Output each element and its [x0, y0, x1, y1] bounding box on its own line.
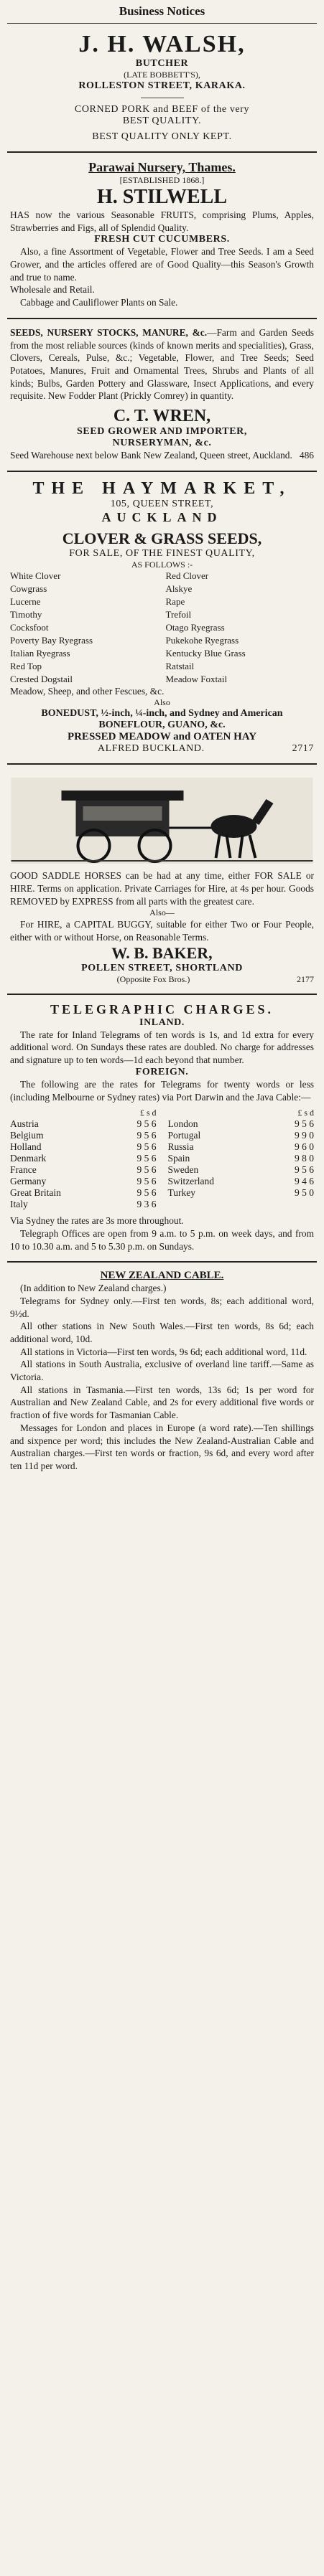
haymarket-headline: CLOVER & GRASS SEEDS, [62, 529, 262, 547]
rate-value: 9 6 0 [295, 1141, 314, 1153]
nz-cable-p2: Telegrams for Sydney only.—First ten words, 8s; each additional word, 9½d. [10, 1295, 314, 1319]
nz-cable-title: NEW ZEALAND CABLE. [100, 1270, 224, 1282]
rate-row [10, 1118, 157, 1130]
parawai-cucumbers: FRESH CUT CUCUMBERS. [94, 234, 230, 245]
seed-item: Rape [165, 595, 185, 607]
wagon-illustration-icon [10, 778, 314, 864]
haymarket-follows: AS FOLLOWS :- [131, 559, 193, 570]
rates-right-column [168, 1118, 315, 1210]
section-header: Business Notices [7, 3, 317, 24]
baker-opposite: (Opposite Fox Bros.) [116, 973, 190, 984]
rate-country: Belgium [10, 1130, 44, 1141]
rate-country: Austria [10, 1118, 39, 1130]
rate-country: Spain [167, 1153, 190, 1164]
baker-number: 2177 [297, 973, 314, 984]
rates-left-column [10, 1118, 157, 1210]
rate-row [168, 1187, 315, 1199]
seed-item: Cowgrass [10, 582, 47, 594]
rate-value: 9 5 6 [295, 1164, 314, 1176]
newspaper-page [7, 0, 317, 1481]
seed-item: Timothy [10, 608, 42, 620]
nz-cable-p4: All stations in Victoria—First ten words, 9s 6d; each additional word, 11d. [20, 1346, 307, 1357]
rate-country: Great Britain [10, 1187, 61, 1199]
parawai-plants: Cabbage and Cauliflower Plants on Sale. [20, 297, 178, 308]
parawai-name: H. STILWELL [96, 186, 228, 208]
walsh-trade: BUTCHER [135, 58, 189, 69]
seed-item: Ratstail [165, 660, 195, 671]
haymarket-advert [7, 472, 317, 765]
rate-country: Sweden [167, 1164, 199, 1176]
seed-item: Lucerne [10, 595, 41, 607]
rate-value: 9 5 6 [136, 1141, 157, 1153]
baker-also: Also— [149, 907, 175, 918]
nz-cable-p6: All stations in Tasmania.—First ten words, 13s 6d; 1s per word for Australian and New Zealand Cable, and 2s for every additional five words or fraction of five words for Tasmanian Cable. [10, 1384, 314, 1421]
rate-country: Denmark [10, 1153, 47, 1164]
parawai-body: HAS now the various Seasonable FRUITS, comprising Plums, Apples, Strawberries and Figs, all of Splendid Quality. [10, 209, 314, 233]
rate-row [10, 1130, 157, 1141]
rate-value: 9 5 6 [295, 1118, 314, 1130]
walsh-line1: CORNED PORK and BEEF of the very [74, 104, 250, 115]
seed-item: Pukekohe Ryegrass [165, 634, 239, 646]
haymarket-city: AUCKLAND [101, 509, 223, 524]
rate-value: 9 5 6 [136, 1187, 157, 1199]
rate-row [10, 1187, 157, 1199]
rate-country: Russia [167, 1141, 194, 1153]
seed-item: Kentucky Blue Grass [165, 647, 246, 659]
baker-name: W. B. BAKER, [111, 943, 213, 962]
nz-cable-p5: All stations in South Australia, exclusive of overland line tariff.—Same as Victoria. [10, 1359, 314, 1383]
rate-value: 9 9 0 [295, 1130, 314, 1141]
baker-address: POLLEN STREET, SHORTLAND [81, 962, 243, 973]
rate-country: London [167, 1118, 198, 1130]
wren-headline: SEEDS, NURSERY STOCKS, MANURE, &c. [10, 326, 208, 338]
haymarket-title: THE HAYMARKET, [32, 478, 292, 498]
telegraph-inland-body: The rate for Inland Telegrams of ten words is 1s, and 1d extra for every additional word. On Sundays these rates are doubled. No charge for addresses and signature up to ten words—1d each beyond that number. [10, 1029, 314, 1066]
wren-title2: NURSERYMAN, &c. [112, 437, 212, 448]
seed-item: White Clover [10, 570, 61, 581]
rate-table [10, 1108, 314, 1210]
nz-cable-section [7, 1263, 317, 1481]
rate-country: Germany [10, 1176, 47, 1187]
telegraph-offices: Telegraph Offices are open from 9 a.m. to 5 p.m. on week days, and from 10 to 10.30 a.m. and 5 to 5.30 p.m. on Sundays. [10, 1227, 314, 1252]
rate-value: 9 5 6 [136, 1153, 157, 1164]
walsh-name: J. H. WALSH, [78, 31, 246, 57]
rate-row [168, 1130, 315, 1141]
rate-row [168, 1118, 315, 1130]
walsh-line3: BEST QUALITY ONLY KEPT. [92, 131, 232, 142]
rate-value: 9 5 6 [136, 1164, 157, 1176]
rate-country: Turkey [167, 1187, 196, 1199]
wren-address: Seed Warehouse next below Bank New Zealand, Queen street, Auckland. [10, 449, 292, 461]
rate-value: 9 3 6 [136, 1199, 157, 1210]
seed-item: Crested Dogstail [10, 673, 73, 684]
wren-number: 486 [299, 449, 314, 461]
rate-row [10, 1164, 157, 1176]
parawai-title: Parawai Nursery, Thames. [88, 160, 236, 174]
seed-item: Red Clover [165, 570, 209, 581]
telegraph-inland-heading: INLAND. [139, 1016, 185, 1028]
telegraph-title: TELEGRAPHIC CHARGES. [50, 1001, 274, 1016]
telegraph-sydney-note: Via Sydney the rates are 3s more throughout. [10, 1215, 184, 1227]
haymarket-sub: FOR SALE, OF THE FINEST QUALITY, [69, 547, 255, 559]
rate-value: 9 4 6 [295, 1176, 314, 1187]
wren-body: —Farm and Garden Seeds from the most reliable sources (kinds of known merits and specialities), Grass, Clovers, Cereals, Pulse, &c.; Vegetable, Flower, and Tree Seeds; Seed Potatoes, Manures, Fruit and Ornamental Trees, Shrubs and Plants of all kinds; Bulbs, Garden Pottery and Glassware, Insect Applications, and every requisite. New Fodder Plant (Prickly Comrey) in quantity. [10, 326, 315, 402]
baker-advert [7, 765, 317, 994]
rate-country: Portugal [167, 1130, 201, 1141]
rate-row [168, 1153, 315, 1164]
rate-country: Holland [10, 1141, 42, 1153]
wren-title1: SEED GROWER AND IMPORTER, [77, 425, 247, 437]
telegraph-foreign-body: The following are the rates for Telegrams for twenty words or less (including Melbourne or Sydney rates) via Port Darwin and the Java Cable:— [10, 1078, 314, 1103]
rate-row [168, 1164, 315, 1176]
haymarket-signed: ALFRED BUCKLAND. [97, 743, 205, 755]
telegraph-foreign-heading: FOREIGN. [135, 1066, 189, 1077]
seed-item: Poverty Bay Ryegrass [10, 634, 93, 646]
walsh-address: ROLLESTON STREET, KARAKA. [78, 80, 246, 91]
haymarket-meadow: Meadow, Sheep, and other Fescues, &c. [10, 685, 165, 697]
seed-item: Otago Ryegrass [165, 621, 225, 633]
rate-country: Italy [10, 1199, 28, 1210]
rate-country: France [10, 1164, 37, 1176]
currency-header-left: £ s d [139, 1108, 157, 1118]
nz-cable-p1: (In addition to New Zealand charges.) [20, 1283, 167, 1294]
walsh-advert [7, 24, 317, 153]
rate-row [168, 1141, 315, 1153]
parawai-established: [ESTABLISHED 1868.] [119, 175, 205, 185]
seed-item: Cocksfoot [10, 621, 49, 633]
seed-list [10, 570, 314, 685]
seed-item: Trefoil [165, 608, 192, 620]
rate-value: 9 5 0 [295, 1187, 314, 1199]
seed-item: Meadow Foxtail [165, 673, 228, 684]
parawai-advert [7, 153, 317, 319]
wren-name: C. T. WREN, [113, 406, 211, 425]
parawai-body2: Also, a fine Assortment of Vegetable, Flower and Tree Seeds. I am a Seed Grower, and the articles offered are of Good Quality—this Season's Growth and true to name. [10, 246, 314, 283]
haymarket-pressed: PRESSED MEADOW and OATEN HAY [67, 731, 257, 743]
baker-hire: For HIRE, a CAPITAL BUGGY, suitable for either Two or Four People, either with or without Horse, on Reasonable Terms. [10, 919, 314, 943]
walsh-late: (LATE BOBBETT'S), [124, 70, 200, 80]
wren-advert [7, 319, 317, 472]
rate-value: 9 5 6 [136, 1130, 157, 1141]
nz-cable-p3: All other stations in New South Wales.—First ten words, 8s 6d; each additional word, 10d. [10, 1321, 314, 1344]
nz-cable-p7: Messages for London and places in Europe (a word rate).—Ten shillings and sixpence per word; this includes the New Zealand-Australian Cable and Australian charges.—First ten words or fraction, 9s 6d, and every word after ten 11d per word. [10, 1422, 314, 1471]
haymarket-also: Also [154, 697, 170, 708]
telegraph-section [7, 995, 317, 1263]
rate-value: 9 5 6 [136, 1176, 157, 1187]
rate-row [168, 1176, 315, 1187]
seed-item: Red Top [10, 660, 42, 671]
haymarket-number: 2717 [292, 743, 314, 755]
seed-item: Italian Ryegrass [10, 647, 70, 659]
baker-body: GOOD SADDLE HORSES can be had at any time, either FOR SALE or HIRE. Terms on application. Private Carriages for Hire, at 4s per hour. Goods REMOVED by EXPRESS from all parts with the greatest care. [10, 870, 314, 907]
walsh-line2: BEST QUALITY. [122, 115, 202, 126]
rate-value: 9 5 6 [136, 1118, 157, 1130]
rate-value: 9 8 0 [295, 1153, 314, 1164]
haymarket-address: 105, QUEEN STREET, [110, 498, 214, 509]
currency-header-right: £ s d [297, 1108, 314, 1118]
rate-row [10, 1199, 157, 1210]
seed-item: Alskye [165, 582, 193, 594]
rate-row [10, 1141, 157, 1153]
parawai-wholesale: Wholesale and Retail. [10, 284, 95, 296]
haymarket-bonedust: BONEDUST, ½-inch, ¼-inch, and Sydney and American BONEFLOUR, GUANO, &c. [41, 708, 283, 731]
rate-row [10, 1176, 157, 1187]
rate-row [10, 1153, 157, 1164]
rate-country: Switzerland [167, 1176, 214, 1187]
horse-carriage-illustration [10, 778, 314, 864]
